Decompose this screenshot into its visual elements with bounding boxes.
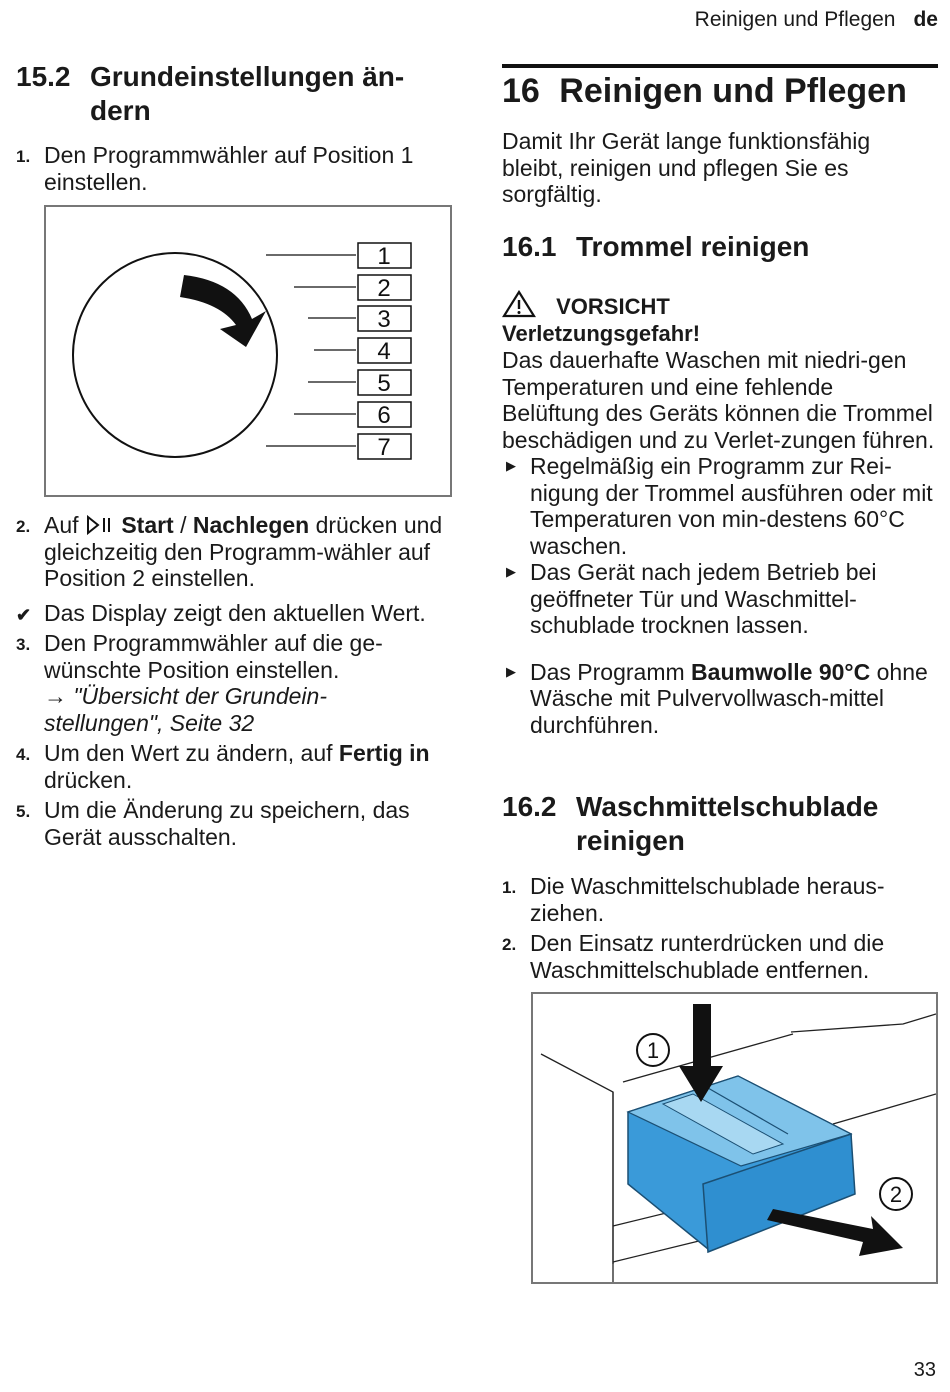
heading-title: Trommel reinigen [576, 231, 810, 262]
left-step-2 [16, 512, 446, 592]
nachlegen-label: Nachlegen [192, 512, 310, 538]
bullet-triangle-icon: ▶ [506, 663, 516, 679]
step-text: Den Programmwähler auf Position 1 einstellen. [44, 142, 414, 195]
step-text-pre: Auf [44, 512, 79, 538]
section-16-1-heading [502, 230, 938, 264]
heading-line-2: dern [90, 95, 151, 126]
left-result [16, 600, 446, 627]
checkmark-icon: ✔ [16, 604, 32, 625]
step-text-post: drücken und gleichzeitig den Programm-wähler auf Position 2 einstellen. [44, 512, 443, 591]
step-text: Den Einsatz runterdrücken und die Waschmittelschublade entfernen. [530, 930, 885, 983]
start-label: Start [121, 512, 174, 538]
callout-1-label: 1 [646, 1038, 660, 1063]
step-text-post: drücken. [44, 766, 133, 793]
chapter-title: Reinigen und Pflegen [559, 72, 907, 110]
step-number: 2. [502, 935, 517, 954]
left-step-1 [16, 142, 446, 195]
label-separator: / [180, 512, 187, 538]
program-name: Baumwolle 90°C [691, 658, 871, 685]
result-text: Das Display zeigt den aktuellen Wert. [44, 599, 426, 626]
dial-position-label: 6 [377, 402, 391, 429]
right-steps [502, 873, 936, 983]
chapter-rule [502, 64, 938, 68]
detergent-drawer-illustration [533, 994, 936, 1282]
cross-reference-link[interactable]: → "Übersicht der Grundein-stellungen", Seite 32 [44, 683, 327, 736]
callout-2-label: 2 [889, 1182, 903, 1207]
heading-line-2: reinigen [576, 825, 685, 856]
heading-line-1: Waschmittelschublade [576, 791, 879, 822]
right-step-2 [502, 930, 936, 983]
section-16-2-heading [502, 790, 938, 858]
dial-position-label: 5 [377, 370, 391, 397]
warning-text: Das dauerhafte Waschen mit niedri-gen Temperaturen und eine fehlende Belüftung des Geräts können die Trommel beschädigen und zu Verlet-zungen führen. [502, 347, 935, 453]
bullet-text: Regelmäßig ein Programm zur Rei-nigung der Trommel ausführen oder mit Temperaturen von min-destens 60°C waschen. [530, 453, 933, 559]
step-text: Die Waschmittelschublade heraus-ziehen. [530, 873, 885, 926]
warning-bullet-1 [502, 453, 936, 559]
dial-position-label: 1 [377, 243, 391, 270]
left-step-3 [16, 630, 446, 736]
step-number: 1. [16, 147, 31, 166]
section-15-2-heading [16, 60, 446, 128]
heading-number: 16.2 [502, 791, 557, 822]
bullet-triangle-icon: ▶ [506, 458, 516, 473]
chapter-heading [502, 72, 942, 111]
header-lang: de [913, 8, 938, 31]
step-text: Um die Änderung zu speichern, das Gerät ausschalten. [44, 797, 410, 850]
dial-position-label: 2 [377, 275, 391, 302]
step-number: 1. [502, 878, 517, 897]
dial-position-label: 4 [377, 338, 391, 365]
step-text-pre: Um den Wert zu ändern, auf [44, 740, 333, 766]
step-number: 5. [16, 802, 31, 821]
header-section: Reinigen und Pflegen [694, 8, 896, 31]
chapter-intro: Damit Ihr Gerät lange funktionsfähig bleibt, reinigen und pflegen Sie es sorgfältig. [502, 128, 871, 207]
warning-block [502, 290, 936, 738]
bullet-text-pre: Das Programm [530, 658, 685, 685]
left-steps-2-5 [16, 512, 446, 850]
warning-bullet-3 [502, 659, 936, 739]
warning-bullet-2 [502, 559, 936, 639]
left-step-5 [16, 797, 446, 850]
dial-position-label: 7 [377, 434, 391, 461]
left-step-4 [16, 740, 446, 793]
start-pause-icon [85, 515, 115, 535]
step-number: 3. [16, 635, 31, 654]
running-header [695, 8, 938, 32]
right-step-1 [502, 873, 936, 926]
bullet-text-post: ohne Wäsche mit Pulvervollwasch-mittel durchführen. [530, 658, 928, 738]
step-text: Den Programmwähler auf die ge-wünschte Position einstellen. [44, 630, 383, 683]
bullet-triangle-icon: ▶ [506, 564, 516, 579]
step-number: 4. [16, 745, 31, 764]
dial-figure [44, 205, 452, 497]
heading-number: 15.2 [16, 61, 71, 92]
bullet-text: Das Gerät nach jedem Betrieb bei geöffneter Tür und Waschmittel-schublade trocknen lassen. [530, 559, 877, 638]
warning-label: VORSICHT [556, 294, 670, 319]
step-number: 2. [16, 517, 31, 536]
heading-line-1: Grundeinstellungen än- [90, 61, 405, 92]
heading-number: 16.1 [502, 231, 557, 262]
pull-arrow-icon [767, 1209, 903, 1256]
fertig-in-label: Fertig in [338, 740, 430, 766]
warning-title: Verletzungsgefahr! [502, 321, 701, 346]
dial-position-label: 3 [377, 306, 391, 333]
dial-circle [73, 253, 277, 457]
chapter-number: 16 [502, 72, 540, 110]
page-number: 33 [913, 1359, 936, 1381]
drawer-figure [531, 992, 938, 1284]
dial-illustration [46, 207, 450, 495]
warning-triangle-icon [502, 290, 536, 318]
